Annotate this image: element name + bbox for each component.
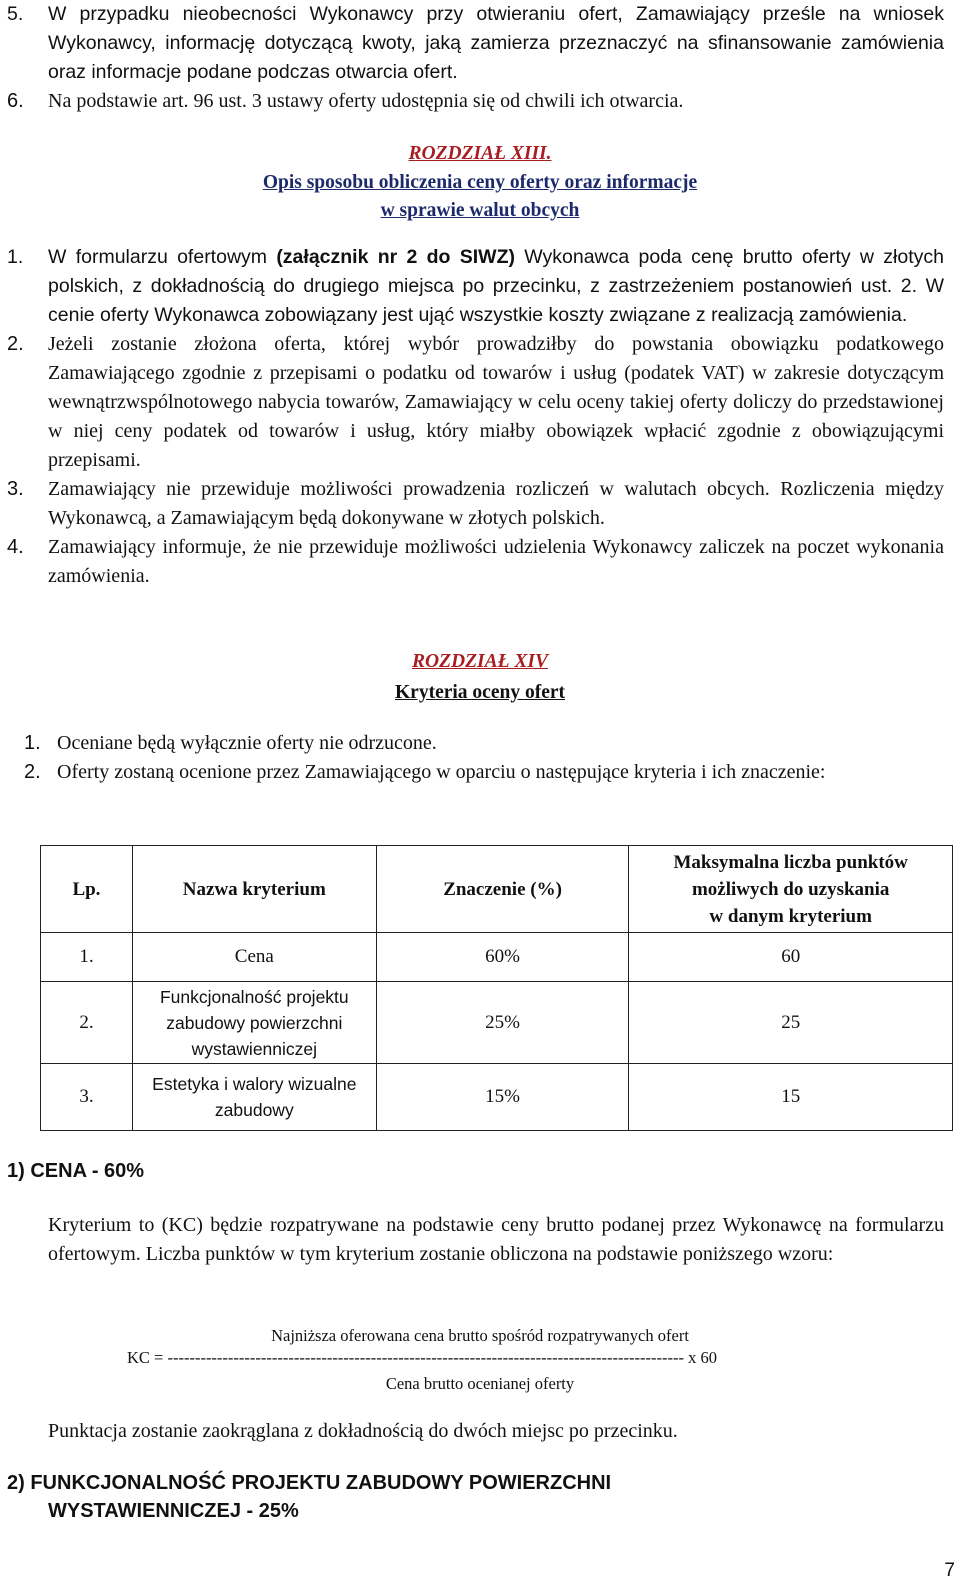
criterion-2-heading: [0, 1469, 960, 1525]
item-number: 3.: [7, 478, 24, 500]
chapter-subtitle: Opis sposobu obliczenia ceny oferty oraz informacje: [262, 172, 698, 193]
header-weight: [376, 846, 629, 933]
heading-line: 2) FUNKCJONALNOŚĆ PROJEKTU ZABUDOWY POWIERZCHNI: [7, 1472, 612, 1494]
list-item: [0, 729, 960, 758]
heading-line: WYSTAWIENNICZEJ - 25%: [48, 1500, 299, 1522]
top-items: [0, 0, 960, 116]
item-text: W przypadku nieobecności Wykonawcy przy otwieraniu ofert, Zamawiający prześle na wniosek Wykonawcy, informację dotyczącą kwoty, jaką zamierza przeznaczyć na sfinansowanie zamówienia oraz informacje podane podczas otwarcia ofert.: [48, 3, 944, 83]
item-text: Oferty zostaną ocenione przez Zamawiającego w oparciu o następujące kryteria i ich znaczenie:: [57, 761, 826, 783]
item-number: 4.: [7, 536, 24, 558]
chapter-subtitle: Kryteria oceny ofert: [395, 682, 565, 703]
chapter-title: ROZDZIAŁ XIII.: [408, 143, 552, 164]
item-number: 1.: [24, 732, 41, 754]
list-item: [0, 533, 960, 591]
list-item: [0, 475, 960, 533]
page-number: 7: [944, 1560, 955, 1581]
cell-lp: 1.: [41, 933, 133, 982]
table-header-row: [41, 846, 953, 933]
chapter-subtitle: w sprawie walut obcych: [380, 200, 580, 221]
chapter-14-items: [0, 729, 960, 787]
table-row: [41, 1064, 953, 1131]
item-text: Oceniane będą wyłącznie oferty nie odrzucone.: [57, 732, 437, 754]
cell-name: Funkcjonalność projektu zabudowy powierzchni wystawienniczej: [132, 982, 376, 1064]
list-item: [0, 330, 960, 475]
chapter-13-items: [0, 243, 960, 591]
item-text: W formularzu ofertowym: [48, 246, 277, 268]
cell-name: Cena: [132, 933, 376, 982]
paragraph-text: Punktacja zostanie zaokrąglana z dokładnością do dwóch miejsc po przecinku.: [48, 1420, 678, 1442]
header-line: Maksymalna liczba punktów: [673, 851, 908, 873]
formula-numerator: Najniższa oferowana cena brutto spośród rozpatrywanych ofert: [271, 1326, 689, 1345]
criteria-table: [40, 845, 953, 1131]
header-line: możliwych do uzyskania: [691, 878, 890, 900]
item-number: 1.: [7, 246, 24, 268]
cell-lp: 3.: [41, 1064, 133, 1131]
cell-weight: 25%: [376, 982, 629, 1064]
item-number: 5.: [7, 3, 24, 25]
table-row: [41, 982, 953, 1064]
rounding-note: [0, 1417, 960, 1446]
cell-points: 60: [629, 933, 953, 982]
item-text: Wykonawca poda cenę brutto oferty w złotych polskich, z dokładnością do drugiego miejsca po przecinku, z zastrzeżeniem postanowień ust. 2. W cenie oferty Wykonawca zobowiązany jest ująć wszystkie koszty związane z realizacją zamówienia.: [48, 246, 944, 326]
list-item: [0, 0, 960, 87]
header-line: w danym kryterium: [709, 905, 872, 927]
chapter-title: ROZDZIAŁ XIV: [412, 651, 548, 672]
formula-denominator: Cena brutto ocenianej oferty: [385, 1374, 575, 1393]
header-weight-text: Znaczenie (%): [443, 878, 562, 900]
item-number: 6.: [7, 90, 24, 112]
header-name: Nazwa kryterium: [132, 846, 376, 933]
item-text: Na podstawie art. 96 ust. 3 ustawy oferty udostępnia się od chwili ich otwarcia.: [48, 90, 684, 112]
item-number: 2.: [24, 761, 41, 783]
criterion-1-description: [0, 1211, 960, 1269]
list-item: [0, 87, 960, 116]
chapter-13-heading: [0, 138, 960, 225]
list-item: [0, 758, 960, 787]
paragraph: [0, 1417, 960, 1446]
cell-lp: 2.: [41, 982, 133, 1064]
formula-line: KC = ---------------------------------------------------------------------------------------------- x 60: [127, 1348, 717, 1367]
item-text-bold: (załącznik nr 2 do SIWZ): [276, 246, 515, 268]
table-row: [41, 933, 953, 982]
item-text: Zamawiający informuje, że nie przewiduje możliwości udzielenia Wykonawcy zaliczek na poczet wykonania zamówienia.: [48, 536, 944, 587]
cell-points: 15: [629, 1064, 953, 1131]
cell-weight: 15%: [376, 1064, 629, 1131]
header-max-points: [629, 846, 953, 933]
list-item: [0, 243, 960, 330]
chapter-14-heading: [0, 646, 960, 709]
cell-name: Estetyka i walory wizualne zabudowy: [132, 1064, 376, 1131]
header-lp: Lp.: [41, 846, 133, 933]
item-text: Jeżeli zostanie złożona oferta, której wybór prowadziłby do powstania obowiązku podatkowego Zamawiającego zgodnie z przepisami o podatku od towarów i usług (podatek VAT) w zakresie dotyczącym wewnątrzwspólnotowego nabycia towarów, Zamawiający w celu oceny takiej oferty doliczy do przedstawionej w niej ceny podatek od towarów i usług, który miałby obowiązek wpłacić zgodnie z obowiązującymi przepisami.: [48, 333, 944, 471]
cell-weight: 60%: [376, 933, 629, 982]
paragraph: [0, 1211, 960, 1269]
cell-points: 25: [629, 982, 953, 1064]
item-text: Zamawiający nie przewiduje możliwości prowadzenia rozliczeń w walutach obcych. Rozliczenia między Wykonawcą, a Zamawiającym będą dokonywane w złotych polskich.: [48, 478, 944, 529]
criterion-1-heading: 1) CENA - 60%: [7, 1160, 145, 1182]
item-number: 2.: [7, 333, 24, 355]
paragraph-text: Kryterium to (KC) będzie rozpatrywane na podstawie ceny brutto podanej przez Wykonawcę na formularzu ofertowym. Liczba punktów w tym kryterium zostanie obliczona na podstawie poniższego wzoru:: [48, 1214, 944, 1265]
